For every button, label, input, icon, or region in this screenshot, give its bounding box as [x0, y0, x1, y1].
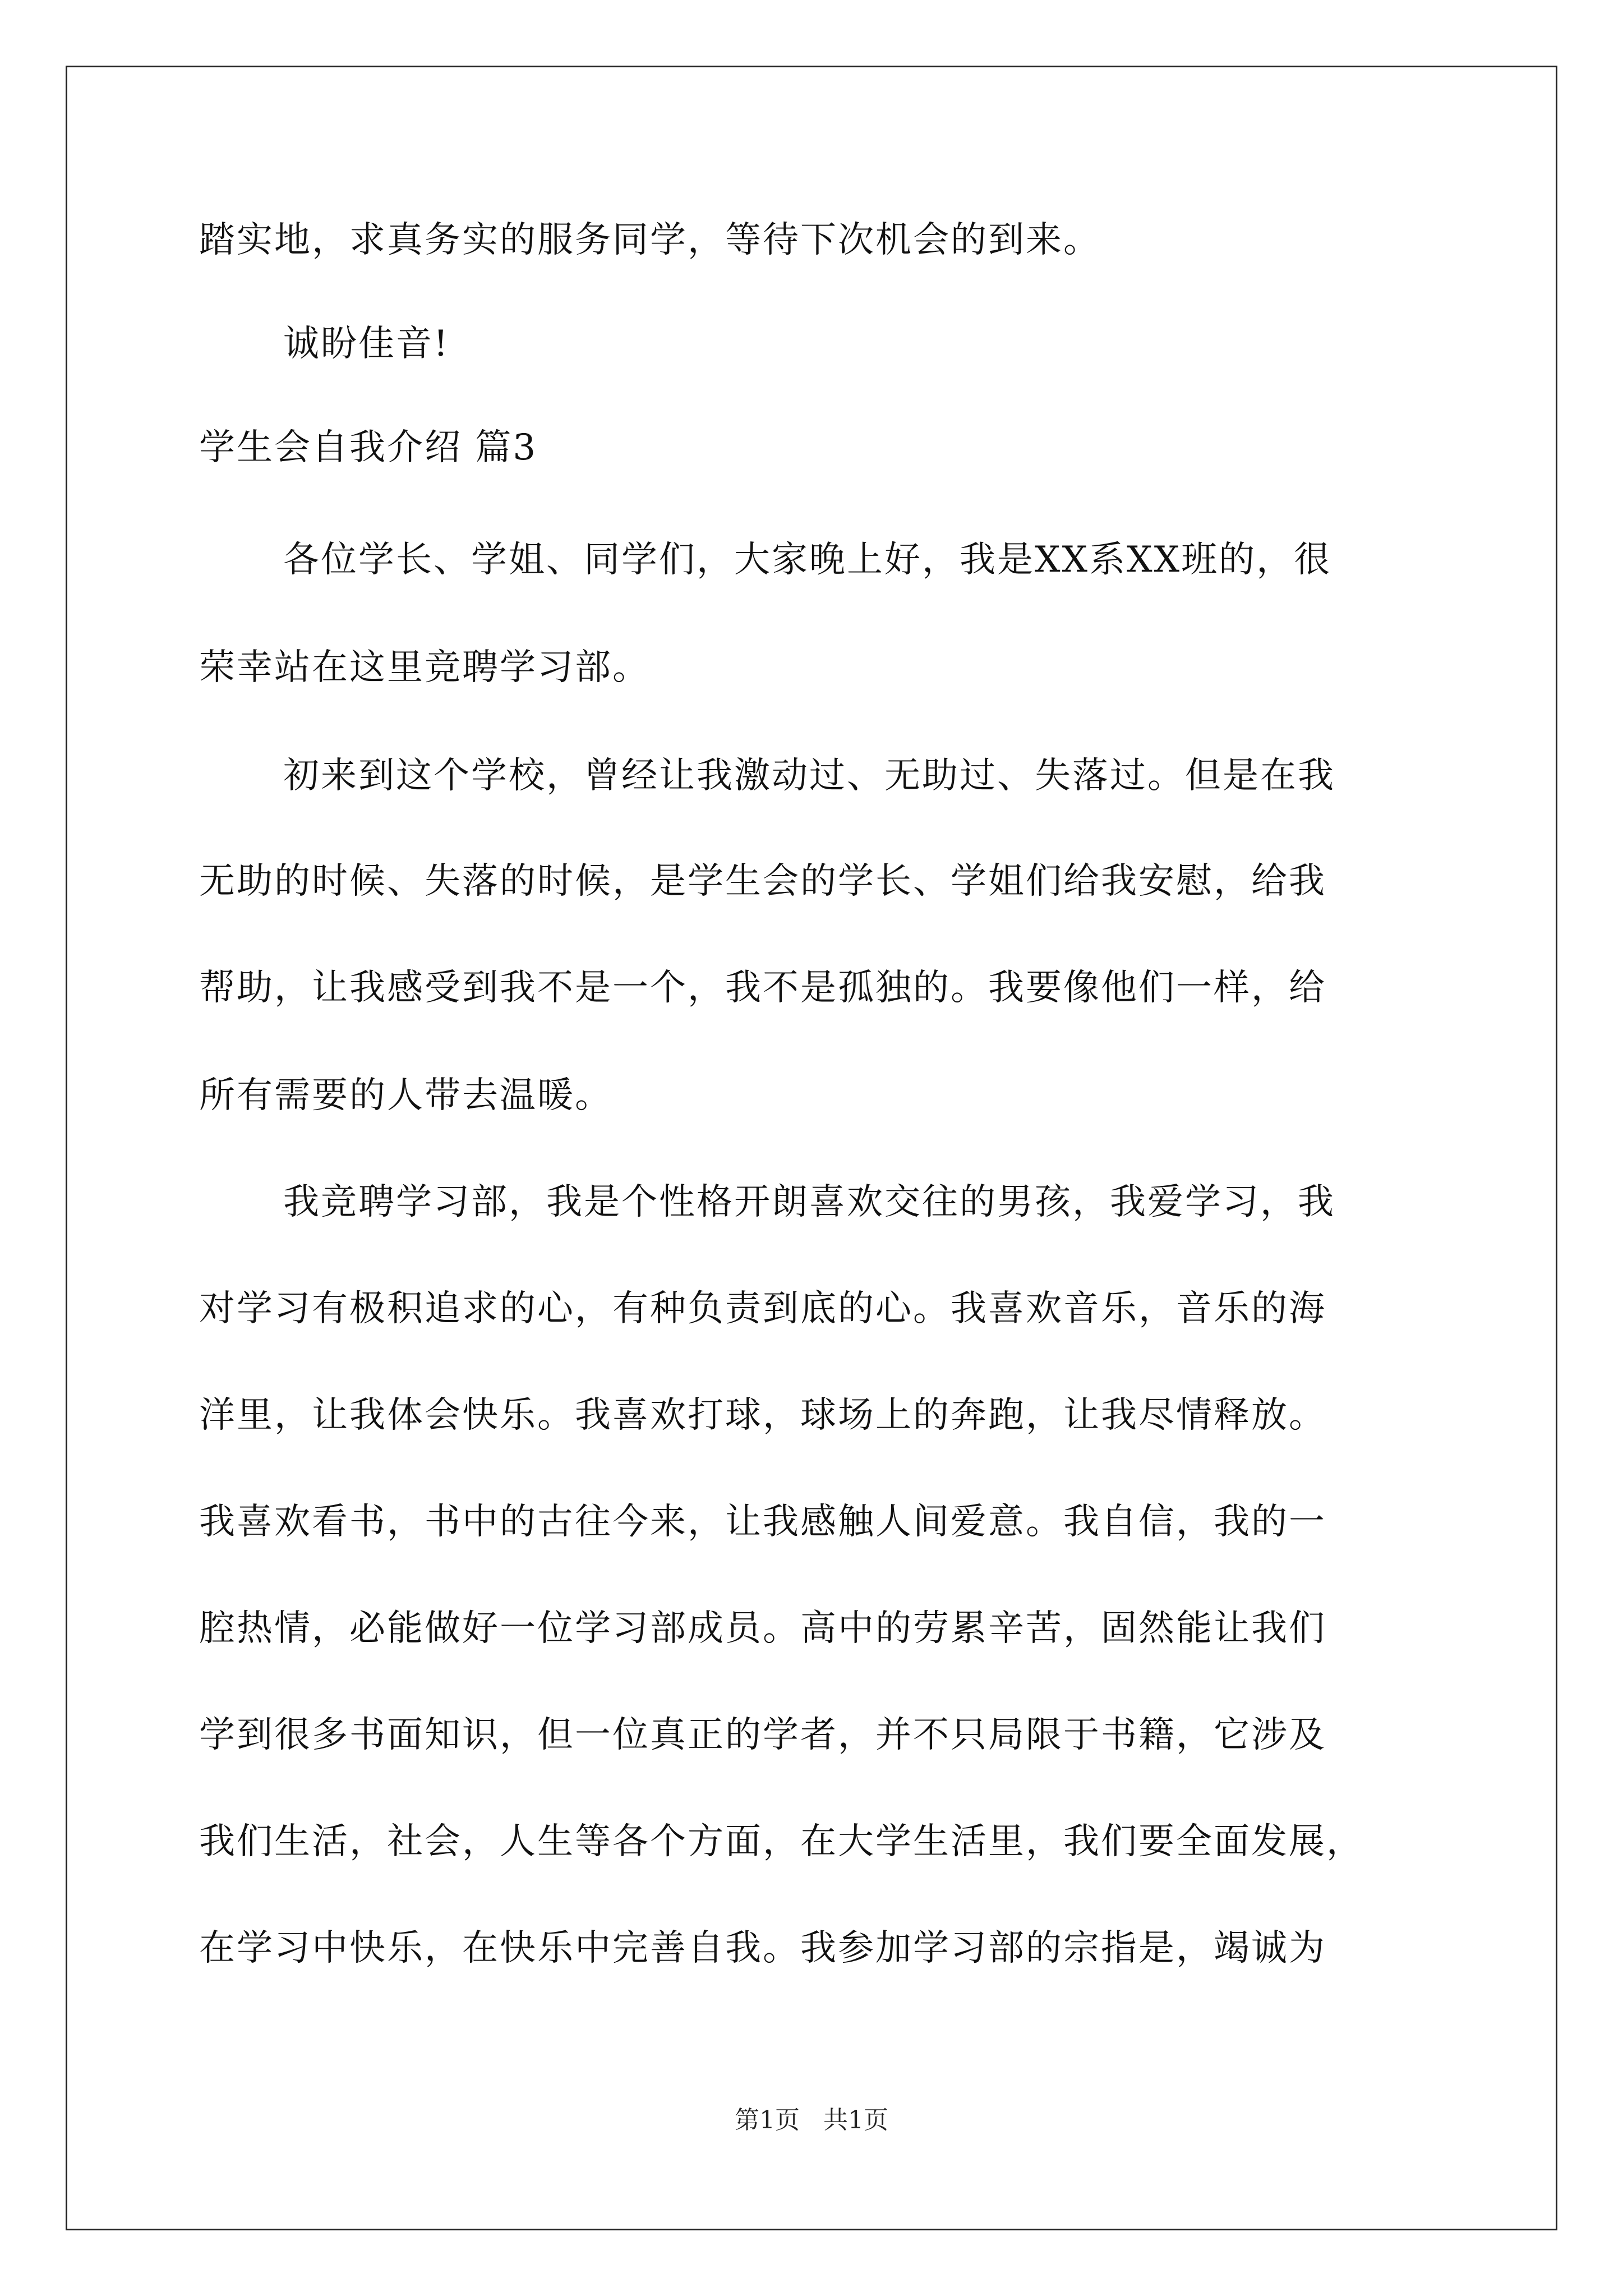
- text-line: 无助的时候、失落的时候，是学生会的学长、学姐们给我安慰，给我: [199, 861, 1326, 902]
- text-line: 腔热情，必能做好一位学习部成员。高中的劳累辛苦，固然能让我们: [199, 1608, 1326, 1649]
- page-footer: [0, 2104, 1623, 2137]
- text-line: 踏实地，求真务实的服务同学，等待下次机会的到来。: [199, 219, 1101, 261]
- text-line: 学到很多书面知识，但一位真正的学者，并不只局限于书籍，它涉及: [199, 1714, 1326, 1756]
- page-frame: [66, 66, 1557, 2230]
- text-line: 帮助，让我感受到我不是一个，我不是孤独的。我要像他们一样，给: [199, 967, 1326, 1009]
- page-number: 第1页: [735, 2106, 800, 2134]
- text-line: 我竞聘学习部，我是个性格开朗喜欢交往的男孩，我爱学习，我: [283, 1181, 1335, 1223]
- text-line: 我喜欢看书，书中的古往今来，让我感触人间爱意。我自信，我的一: [199, 1501, 1326, 1543]
- text-line: 所有需要的人带去温暖。: [199, 1075, 612, 1116]
- text-line: 洋里，让我体会快乐。我喜欢打球，球场上的奔跑，让我尽情释放。: [199, 1395, 1326, 1436]
- text-line: 荣幸站在这里竞聘学习部。: [199, 647, 650, 688]
- text-line: 对学习有极积追求的心，有种负责到底的心。我喜欢音乐，音乐的海: [199, 1288, 1326, 1329]
- section-heading: 学生会自我介绍 篇3: [199, 427, 538, 468]
- text-line: 诚盼佳音!: [283, 323, 450, 365]
- text-line: 在学习中快乐，在快乐中完善自我。我参加学习部的宗指是，竭诚为: [199, 1927, 1326, 1969]
- text-line: 初来到这个学校，曾经让我激动过、无助过、失落过。但是在我: [283, 755, 1335, 797]
- text-line: 各位学长、学姐、同学们，大家晚上好，我是XX系XX班的，很: [283, 539, 1332, 581]
- text-line: 我们生活，社会，人生等各个方面，在大学生活里，我们要全面发展，: [199, 1821, 1364, 1862]
- page-total: 共1页: [823, 2106, 888, 2134]
